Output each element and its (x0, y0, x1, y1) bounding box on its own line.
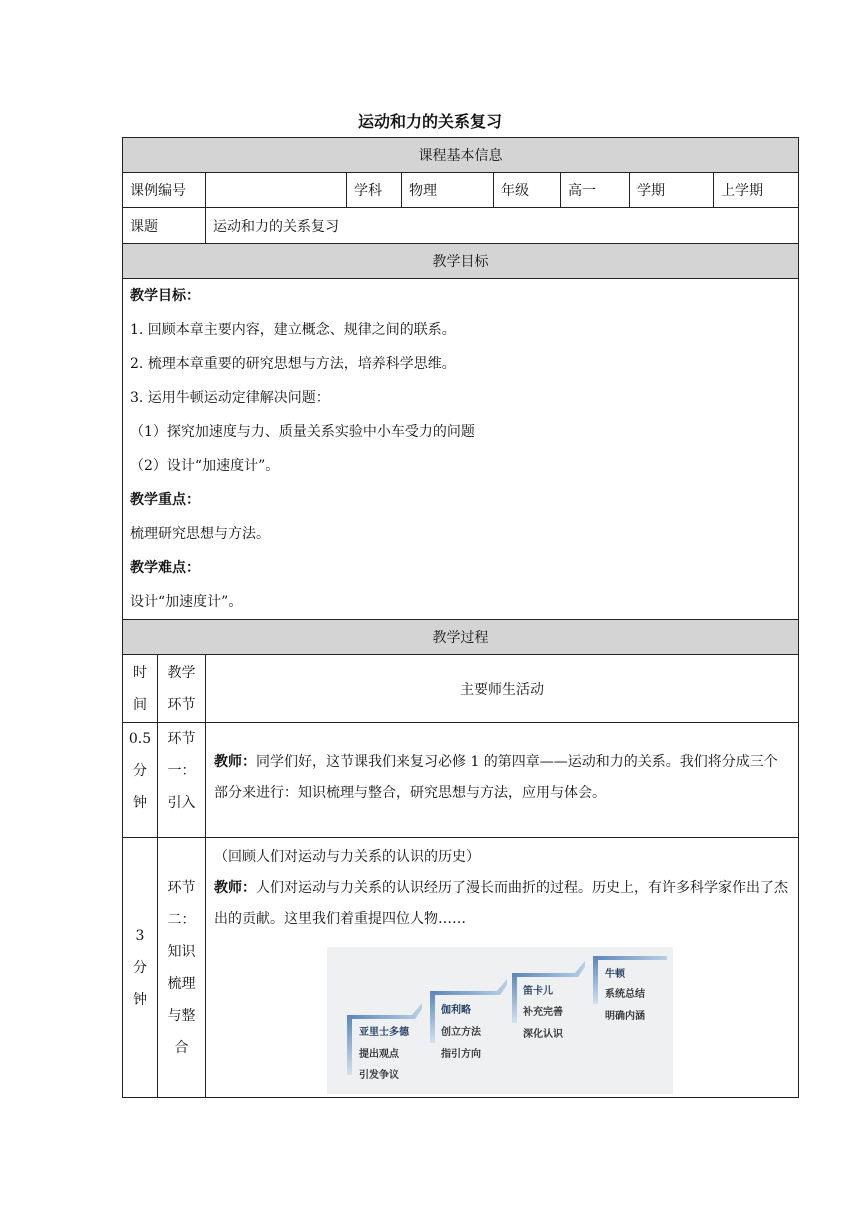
step-line: 指引方向 (441, 1049, 481, 1060)
speaker-label: 教师： (214, 880, 256, 896)
subject-value: 物理 (402, 173, 494, 208)
col-header-activity: 主要师生活动 (206, 655, 799, 723)
section-header-objectives: 教学目标 (123, 244, 799, 279)
step-line: 补充完善 (523, 1007, 563, 1018)
goal-item: 3. 运用牛顿运动定律解决问题： (130, 390, 330, 406)
goal-item: （2）设计“加速度计”。 (130, 458, 280, 474)
scientist-staircase-figure (327, 947, 673, 1094)
difficult-points-heading: 教学难点： (130, 560, 200, 576)
history-note: （回顾人们对运动与力关系的认识的历史） (214, 849, 480, 865)
col-header-stage: 教学 环节 (158, 655, 206, 723)
row1-time: 0.5 分 钟 (123, 723, 158, 838)
row2-activity (206, 838, 799, 1098)
subject-label: 学科 (347, 173, 402, 208)
topic-label: 课题 (123, 208, 206, 244)
grade-label: 年级 (494, 173, 561, 208)
difficult-points-text: 设计“加速度计”。 (130, 594, 243, 610)
step-name: 亚里士多德 (359, 1027, 409, 1038)
section-header-basic-info: 课程基本信息 (123, 138, 799, 173)
lesson-plan-table (122, 137, 799, 1098)
document-title: 运动和力的关系复习 (357, 112, 502, 131)
key-points-heading: 教学重点： (130, 492, 200, 508)
row2-time: 3 分 钟 (123, 838, 158, 1098)
activity-text: 人们对运动与力关系的认识经历了漫长而曲折的过程。历史上，有许多科学家作出了杰出的贡献。这里我们着重提四位人物…… (214, 880, 788, 927)
key-points-text: 梳理研究思想与方法。 (130, 526, 270, 542)
section-header-process: 教学过程 (123, 620, 799, 655)
step-line: 引发争议 (359, 1070, 399, 1081)
step-line: 提出观点 (359, 1049, 399, 1060)
speaker-label: 教师： (214, 754, 256, 770)
term-label: 学期 (630, 173, 714, 208)
row1-stage: 环节 一： 引入 (158, 723, 206, 838)
row2-stage: 环节 二： 知识 梳理 与整 合 (158, 838, 206, 1098)
step-line: 深化认识 (523, 1029, 563, 1040)
goal-item: 1. 回顾本章主要内容，建立概念、规律之间的联系。 (130, 322, 456, 338)
col-header-time: 时 间 (123, 655, 158, 723)
goal-item: （1）探究加速度与力、质量关系实验中小车受力的问题 (130, 424, 475, 440)
step-line: 系统总结 (605, 989, 645, 1000)
objectives-cell (123, 279, 799, 620)
goals-heading: 教学目标： (130, 288, 200, 304)
step-name: 伽利略 (441, 1005, 471, 1016)
topic-value: 运动和力的关系复习 (206, 208, 799, 244)
grade-value: 高一 (561, 173, 630, 208)
step-line: 明确内涵 (605, 1011, 645, 1022)
goal-item: 2. 梳理本章重要的研究思想与方法，培养科学思维。 (130, 356, 456, 372)
step-line: 创立方法 (441, 1027, 481, 1038)
row1-activity (206, 723, 799, 838)
case-no-label: 课例编号 (123, 173, 206, 208)
term-value: 上学期 (714, 173, 799, 208)
case-no-value (206, 173, 347, 208)
step-name: 笛卡儿 (523, 986, 553, 997)
step-name: 牛顿 (605, 969, 625, 980)
activity-text: 同学们好，这节课我们来复习必修 1 的第四章——运动和力的关系。我们将分成三个部分来进行：知识梳理与整合，研究思想与方法，应用与体会。 (214, 754, 778, 801)
